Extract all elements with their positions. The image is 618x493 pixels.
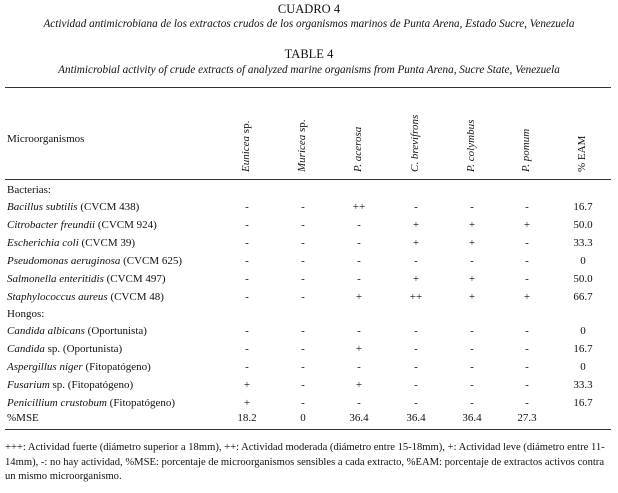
column-header xyxy=(576,136,588,172)
table-row-label xyxy=(7,343,122,355)
table-cell: ++ xyxy=(409,291,423,303)
table-row-label xyxy=(7,325,147,337)
row-header: Microorganismos xyxy=(7,133,85,145)
mse-cell: 36.4 xyxy=(462,412,482,424)
mse-cell: 0 xyxy=(300,412,306,424)
table-cell: - xyxy=(245,343,249,355)
bottom-rule xyxy=(5,429,611,430)
table-cell: 50.0 xyxy=(573,273,593,285)
table-cell: - xyxy=(357,255,361,267)
organism-name: Candida albicans xyxy=(7,325,85,337)
table-cell: 50.0 xyxy=(573,219,593,231)
organism-note: sp. (Fitopatógeno) xyxy=(49,379,134,391)
table-subtitle-en: Antimicrobial activity of crude extracts of analyzed marine organisms from Punta Arena, Sucre State, Venezuela xyxy=(58,64,560,76)
table-cell: - xyxy=(357,325,361,337)
organism-name: Fusarium xyxy=(7,379,50,391)
table-cell: - xyxy=(301,325,305,337)
table-cell: - xyxy=(245,291,249,303)
table-cell: + xyxy=(243,397,251,409)
organism-name: Salmonella enteritidis xyxy=(7,273,104,285)
column-header xyxy=(520,129,532,172)
table-row-label xyxy=(7,237,135,249)
table-cell: - xyxy=(301,201,305,213)
table-cell: 16.7 xyxy=(573,343,593,355)
table-cell: ++ xyxy=(352,201,366,213)
table-cell: - xyxy=(470,343,474,355)
table-cell: + xyxy=(355,291,363,303)
table-title-es: CUADRO 4 xyxy=(277,2,341,16)
column-header-suffix: sp. xyxy=(296,119,308,135)
column-header-suffix: sp. xyxy=(240,120,252,136)
table-cell: - xyxy=(245,255,249,267)
top-rule xyxy=(5,87,611,88)
table-row-label xyxy=(7,219,157,231)
table-cell: + xyxy=(468,291,476,303)
table-cell: - xyxy=(525,201,529,213)
column-header-species: C. brevifrons xyxy=(409,114,421,172)
table-cell: - xyxy=(301,255,305,267)
table-cell: - xyxy=(414,379,418,391)
column-header-species: P. acerosa xyxy=(352,126,364,172)
table-cell: + xyxy=(468,219,476,231)
table-cell: - xyxy=(414,343,418,355)
table-cell: - xyxy=(301,397,305,409)
table-cell: - xyxy=(245,201,249,213)
mse-cell: 27.3 xyxy=(517,412,537,424)
table-cell: - xyxy=(245,273,249,285)
table-row-label xyxy=(7,201,139,213)
organism-note: (CVCM 497) xyxy=(103,273,166,285)
column-header xyxy=(296,119,308,172)
table-cell: + xyxy=(412,237,420,249)
table-cell: + xyxy=(355,343,363,355)
table-row-label xyxy=(7,255,182,267)
table-cell: 16.7 xyxy=(573,397,593,409)
organism-note: (CVCM 48) xyxy=(107,291,164,303)
organism-name: Candida xyxy=(7,343,45,355)
organism-name: Citrobacter freundii xyxy=(7,219,96,231)
organism-note: (Fitopatógeno) xyxy=(106,397,176,409)
mse-cell: 36.4 xyxy=(349,412,369,424)
table-cell: + xyxy=(412,273,420,285)
table-cell: - xyxy=(301,273,305,285)
table-cell: - xyxy=(301,343,305,355)
column-header xyxy=(240,121,252,172)
organism-name: Staphylococcus aureus xyxy=(7,291,108,303)
organism-name: Escherichia coli xyxy=(7,237,79,249)
table-cell: - xyxy=(301,361,305,373)
mse-label: %MSE xyxy=(7,412,39,424)
table-row-label xyxy=(7,379,133,391)
table-cell: - xyxy=(525,325,529,337)
table-subtitle-es: Actividad antimicrobiana de los extractos crudos de los organismos marinos de Punta Arena, Estado Sucre, Venezuela xyxy=(43,18,575,30)
organism-note: (Oportunista) xyxy=(84,325,147,337)
table-cell: - xyxy=(525,237,529,249)
table-cell: + xyxy=(468,273,476,285)
column-header-species: P. pomum xyxy=(520,128,532,172)
column-header-species: P. colymbus xyxy=(465,119,477,172)
organism-note: (CVCM 924) xyxy=(95,219,157,231)
table-cell: + xyxy=(468,237,476,249)
table-cell: 33.3 xyxy=(573,379,593,391)
table-row-label xyxy=(7,291,164,303)
table-cell: 0 xyxy=(580,361,586,373)
organism-name: Aspergillus niger xyxy=(7,361,83,373)
table-cell: - xyxy=(470,379,474,391)
footnote: +++: Actividad fuerte (diámetro superior a 18mm), ++: Actividad moderada (diámetro entre 15-18mm), +: Actividad leve (diámetro entre 11-14mm), -: no hay actividad, %MSE: porcentaje de microorganismos sensibles a cada extracto, %EAM: porcentaje de extractos activos contra un mismo microorganismo. xyxy=(5,442,605,482)
mse-cell: 36.4 xyxy=(406,412,426,424)
column-header-species: Muricea xyxy=(296,134,308,172)
table-cell: - xyxy=(525,255,529,267)
table-row-label xyxy=(7,273,166,285)
organism-name: Penicillium crustobum xyxy=(7,397,107,409)
table-cell: - xyxy=(525,273,529,285)
group-label-fungi: Hongos: xyxy=(7,308,45,320)
table-cell: - xyxy=(301,237,305,249)
table-cell: + xyxy=(355,379,363,391)
table-cell: - xyxy=(470,361,474,373)
column-header xyxy=(409,115,421,172)
organism-note: (Fitopatógeno) xyxy=(82,361,151,373)
table-cell: - xyxy=(357,273,361,285)
table-cell: - xyxy=(470,325,474,337)
table-cell: - xyxy=(414,325,418,337)
table-row-label xyxy=(7,397,175,409)
mse-cell: 18.2 xyxy=(237,412,257,424)
table-cell: - xyxy=(470,397,474,409)
table-cell: - xyxy=(357,237,361,249)
table-cell: - xyxy=(357,397,361,409)
organism-name: Bacillus subtilis xyxy=(7,201,78,213)
table-cell: - xyxy=(470,201,474,213)
table-cell: - xyxy=(525,343,529,355)
table-cell: 66.7 xyxy=(573,291,593,303)
table-cell: - xyxy=(525,379,529,391)
column-header-species: Eunicea xyxy=(240,135,252,172)
table-cell: - xyxy=(414,397,418,409)
table-cell: - xyxy=(414,361,418,373)
table-cell: - xyxy=(357,361,361,373)
header-rule xyxy=(5,179,611,180)
table-cell: - xyxy=(245,219,249,231)
organism-name: Pseudomonas aeruginosa xyxy=(7,255,121,267)
group-label-bacteria: Bacterias: xyxy=(7,184,51,196)
column-header xyxy=(352,127,364,172)
table-cell: 16.7 xyxy=(573,201,593,213)
table-cell: - xyxy=(301,219,305,231)
table-cell: - xyxy=(414,255,418,267)
table-cell: + xyxy=(523,219,531,231)
organism-note: (CVCM 438) xyxy=(77,201,140,213)
table-cell: + xyxy=(412,219,420,231)
table-cell: - xyxy=(525,397,529,409)
table-cell: + xyxy=(523,291,531,303)
table-cell: 0 xyxy=(580,255,586,267)
table-cell: 0 xyxy=(580,325,586,337)
table-cell: - xyxy=(245,237,249,249)
table-row-label xyxy=(7,361,151,373)
table-cell: - xyxy=(470,255,474,267)
table-cell: - xyxy=(301,291,305,303)
organism-note: (CVCM 39) xyxy=(78,237,136,249)
column-header-suffix: % EAM xyxy=(576,135,588,172)
column-header xyxy=(465,120,477,172)
table-cell: + xyxy=(243,379,251,391)
organism-note: sp. (Oportunista) xyxy=(44,343,123,355)
organism-note: (CVCM 625) xyxy=(120,255,183,267)
table-cell: - xyxy=(414,201,418,213)
table-cell: - xyxy=(357,219,361,231)
table-cell: - xyxy=(301,379,305,391)
table-cell: - xyxy=(525,361,529,373)
table-cell: 33.3 xyxy=(573,237,593,249)
table-cell: - xyxy=(245,361,249,373)
table-cell: - xyxy=(245,325,249,337)
table-title-en: TABLE 4 xyxy=(284,47,334,61)
